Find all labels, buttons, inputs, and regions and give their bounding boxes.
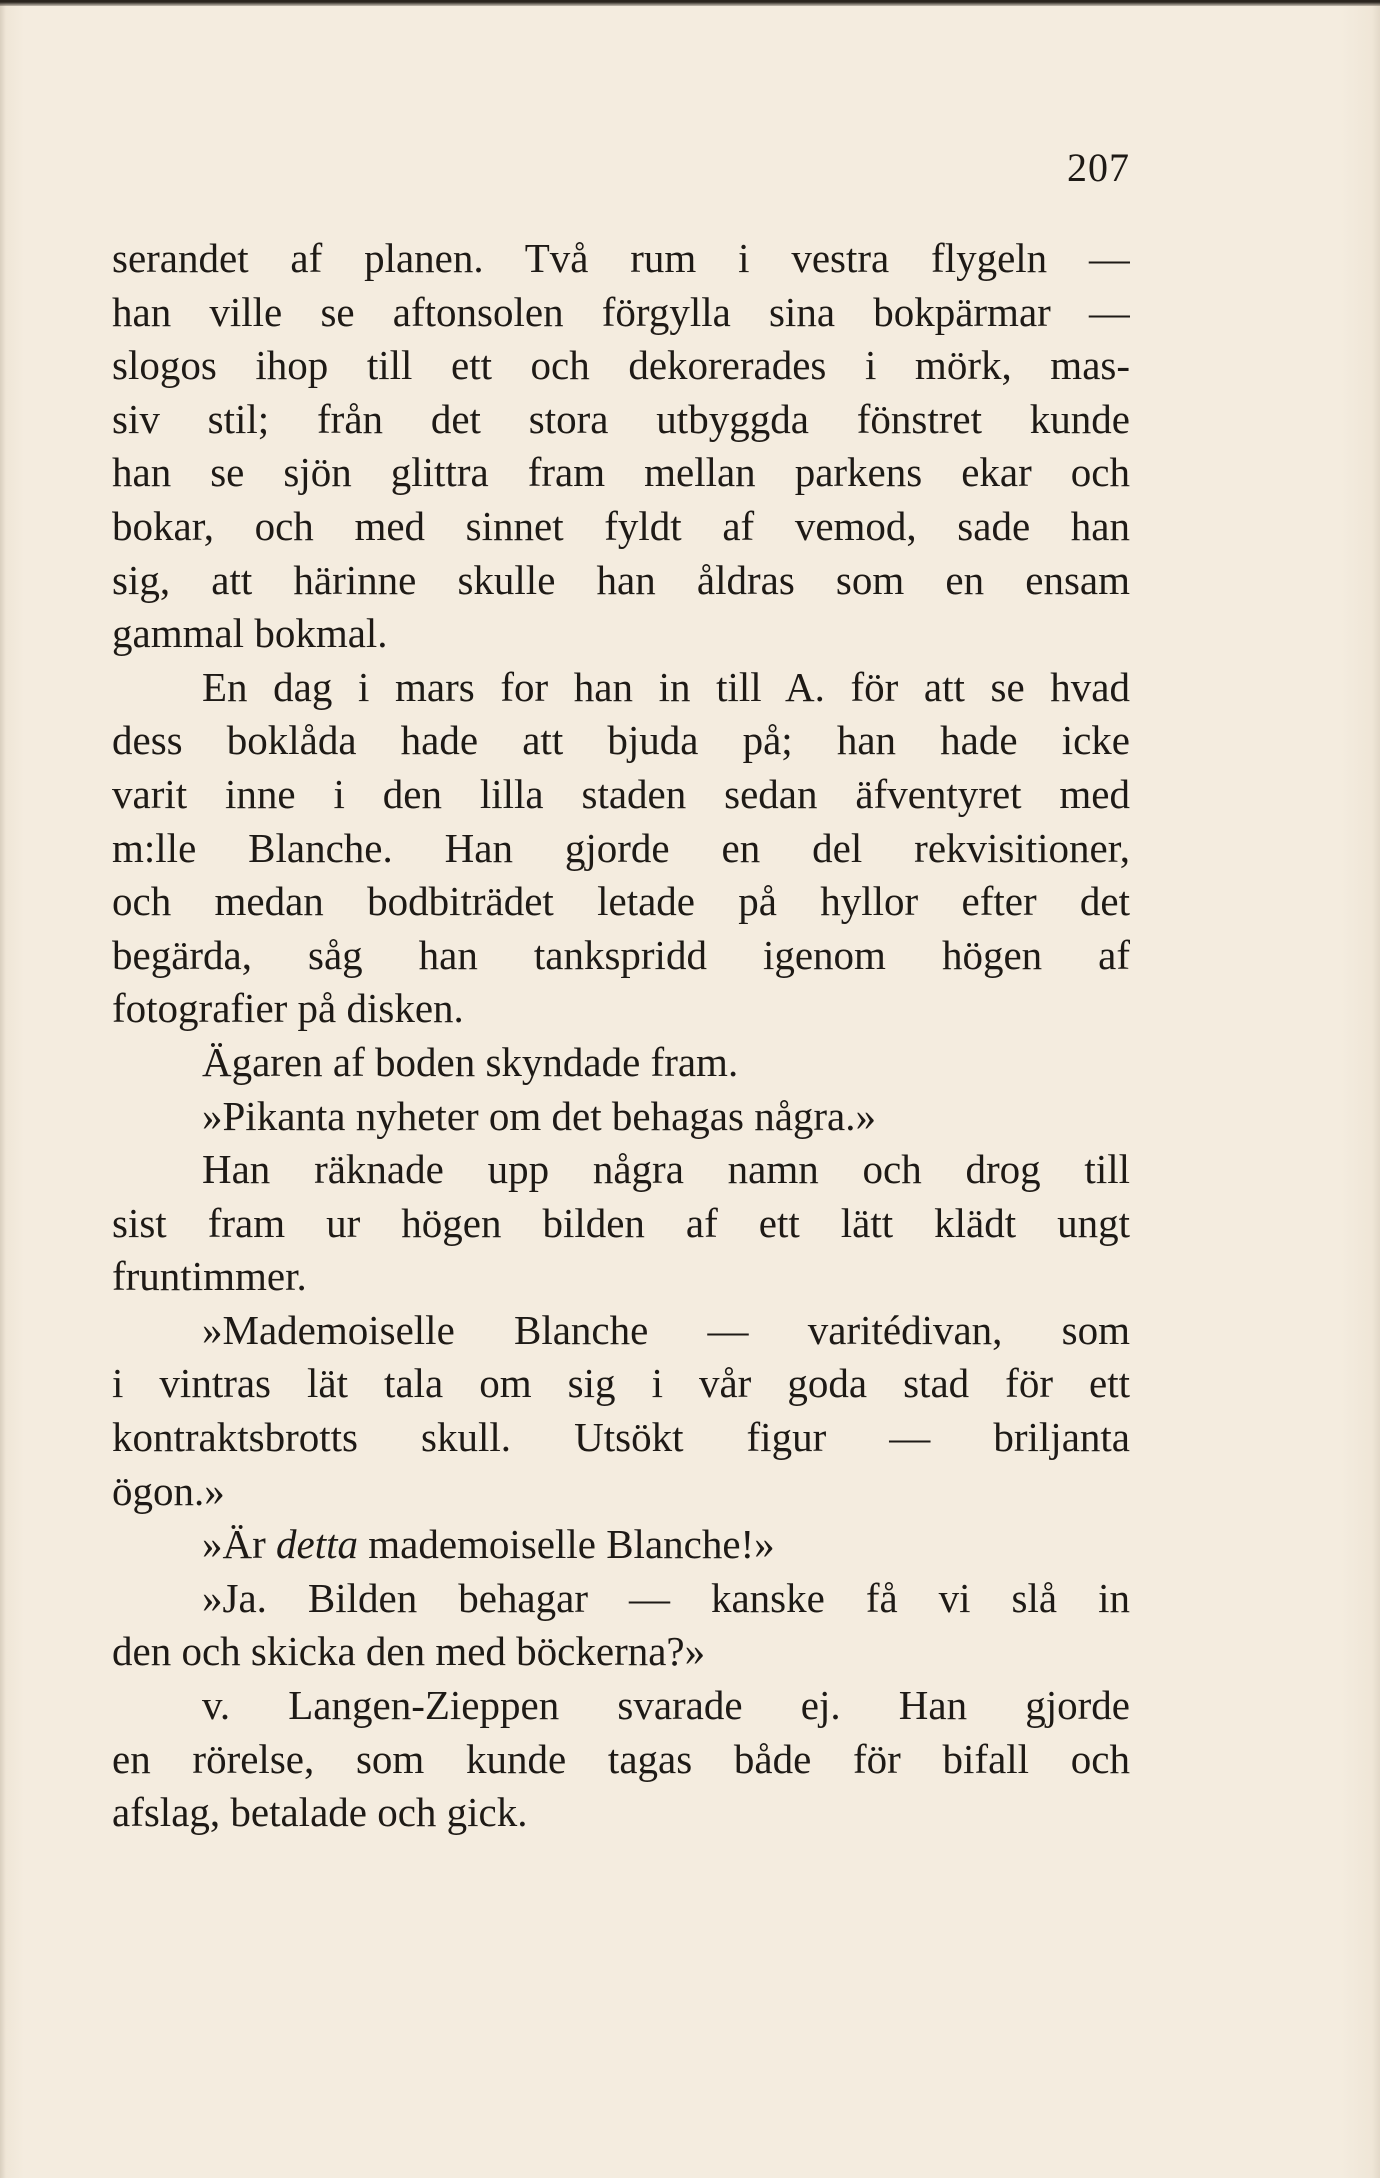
text-line: »Mademoiselle Blanche — varitédivan, som bbox=[202, 1306, 1130, 1353]
text-line: v. Langen-Zieppen svarade ej. Han gjorde bbox=[202, 1682, 1130, 1729]
text-line: fotografier på disken. bbox=[112, 985, 464, 1032]
text-line: bokar, och med sinnet fyldt af vemod, sade han bbox=[112, 502, 1130, 549]
text-line: kontraktsbrotts skull. Utsökt figur — briljanta bbox=[112, 1414, 1130, 1461]
text-line bbox=[112, 1518, 1130, 1572]
text-line: gammal bokmal. bbox=[112, 610, 388, 657]
text-line: »Ja. Bilden behagar — kanske få vi slå in bbox=[202, 1574, 1130, 1621]
text-line: Han räknade upp några namn och drog till bbox=[202, 1146, 1130, 1193]
text-line: dess boklåda hade att bjuda på; han hade icke bbox=[112, 717, 1130, 764]
text-line: sist fram ur högen bilden af ett lätt klädt ungt bbox=[112, 1199, 1130, 1246]
text-line: och medan bodbiträdet letade på hyllor efter det bbox=[112, 878, 1130, 925]
text-line: i vintras lät tala om sig i vår goda stad för ett bbox=[112, 1360, 1130, 1407]
text-line: slogos ihop till ett och dekorerades i mörk, mas- bbox=[112, 342, 1130, 389]
text-line: begärda, såg han tankspridd igenom högen af bbox=[112, 931, 1130, 978]
page-number: 207 bbox=[1067, 145, 1130, 190]
text-line: En dag i mars for han in till A. för att se hvad bbox=[202, 663, 1130, 710]
text-line: ögon.» bbox=[112, 1467, 225, 1514]
text-line: han ville se aftonsolen förgylla sina bokpärmar — bbox=[112, 288, 1130, 335]
quote-open-text: »Är bbox=[202, 1521, 277, 1568]
text-line: »Pikanta nyheter om det behagas några.» bbox=[202, 1092, 876, 1139]
text-line: en rörelse, som kunde tagas både för bifall och bbox=[112, 1735, 1130, 1782]
text-line: varit inne i den lilla staden sedan äfventyret med bbox=[112, 770, 1130, 817]
body-text bbox=[112, 232, 1130, 1840]
text-line: serandet af planen. Två rum i vestra flygeln — bbox=[112, 235, 1130, 281]
text-line: sig, att härinne skulle han åldras som en ensam bbox=[112, 556, 1130, 603]
emphasis-text: detta bbox=[276, 1521, 358, 1568]
text-line: afslag, betalade och gick. bbox=[112, 1789, 528, 1836]
text-line: Ägaren af boden skyndade fram. bbox=[202, 1038, 739, 1085]
text-line: den och skicka den med böckerna?» bbox=[112, 1628, 706, 1675]
quote-rest-text: mademoiselle Blanche!» bbox=[358, 1521, 775, 1568]
text-line: m:lle Blanche. Han gjorde en del rekvisitioner, bbox=[112, 824, 1130, 871]
text-line: fruntimmer. bbox=[112, 1253, 307, 1300]
text-line: han se sjön glittra fram mellan parkens ekar och bbox=[112, 449, 1130, 496]
text-line: siv stil; från det stora utbyggda fönstret kunde bbox=[112, 395, 1130, 442]
top-edge-rule bbox=[0, 0, 1380, 6]
